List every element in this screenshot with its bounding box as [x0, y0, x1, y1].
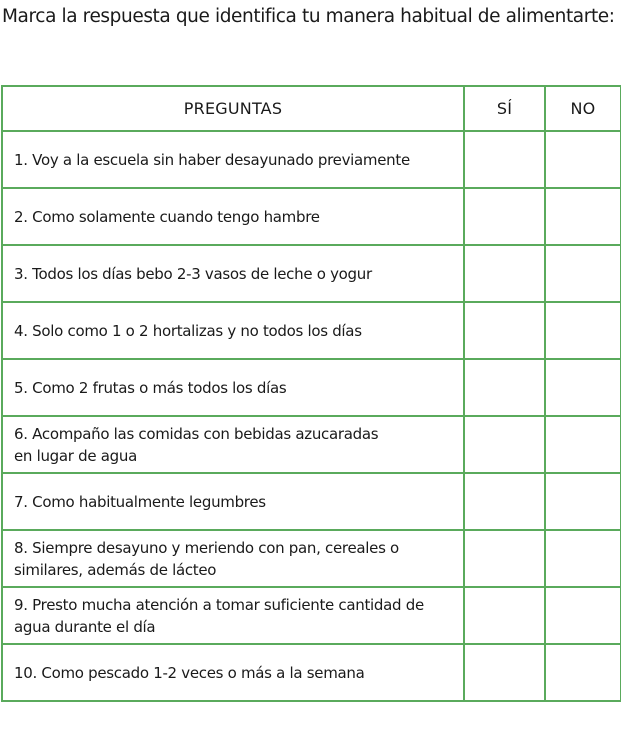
no-answer-cell[interactable] [545, 131, 621, 188]
yes-answer-cell[interactable] [464, 302, 545, 359]
no-answer-cell[interactable] [545, 359, 621, 416]
no-answer-cell[interactable] [545, 416, 621, 473]
question-cell [2, 530, 464, 587]
yes-answer-cell[interactable] [464, 416, 545, 473]
instruction-text: Marca la respuesta que identifica tu manera habitual de alimentarte: [2, 6, 615, 27]
table-row [2, 359, 621, 416]
yes-header: SÍ [464, 86, 545, 131]
no-answer-cell[interactable] [545, 302, 621, 359]
no-answer-cell[interactable] [545, 245, 621, 302]
table-row [2, 644, 621, 701]
question-cell [2, 245, 464, 302]
table-row [2, 587, 621, 644]
yes-answer-cell[interactable] [464, 188, 545, 245]
question-cell [2, 359, 464, 416]
table-row [2, 530, 621, 587]
question-cell [2, 302, 464, 359]
questionnaire-table [1, 85, 621, 702]
no-answer-cell[interactable] [545, 188, 621, 245]
yes-answer-cell[interactable] [464, 473, 545, 530]
header-row [2, 86, 621, 131]
question-cell [2, 587, 464, 644]
yes-answer-cell[interactable] [464, 530, 545, 587]
table-row [2, 188, 621, 245]
no-answer-cell[interactable] [545, 530, 621, 587]
question-text: 3. Todos los días bebo 2-3 vasos de leche o yogur [14, 264, 372, 283]
no-header: NO [545, 86, 621, 131]
question-cell [2, 416, 464, 473]
question-text: 9. Presto mucha atención a tomar suficiente cantidad de agua durante el día [14, 595, 424, 636]
question-text: 7. Como habitualmente legumbres [14, 492, 266, 511]
question-cell [2, 188, 464, 245]
question-text: 8. Siempre desayuno y meriendo con pan, cereales o similares, además de lácteo [14, 538, 399, 579]
no-answer-cell[interactable] [545, 644, 621, 701]
table-row [2, 416, 621, 473]
table-row [2, 302, 621, 359]
table-row [2, 245, 621, 302]
yes-answer-cell[interactable] [464, 245, 545, 302]
question-text: 1. Voy a la escuela sin haber desayunado previamente [14, 150, 410, 169]
yes-answer-cell[interactable] [464, 587, 545, 644]
question-cell [2, 473, 464, 530]
no-answer-cell[interactable] [545, 473, 621, 530]
table-row [2, 473, 621, 530]
yes-answer-cell[interactable] [464, 131, 545, 188]
question-cell [2, 131, 464, 188]
yes-answer-cell[interactable] [464, 644, 545, 701]
question-text: 4. Solo como 1 o 2 hortalizas y no todos los días [14, 321, 362, 340]
question-text: 2. Como solamente cuando tengo hambre [14, 207, 320, 226]
question-text: 6. Acompaño las comidas con bebidas azucaradas en lugar de agua [14, 424, 379, 465]
question-text: 10. Como pescado 1-2 veces o más a la semana [14, 663, 365, 682]
no-answer-cell[interactable] [545, 587, 621, 644]
yes-answer-cell[interactable] [464, 359, 545, 416]
questions-header: PREGUNTAS [2, 86, 464, 131]
table-row [2, 131, 621, 188]
question-text: 5. Como 2 frutas o más todos los días [14, 378, 287, 397]
question-cell [2, 644, 464, 701]
